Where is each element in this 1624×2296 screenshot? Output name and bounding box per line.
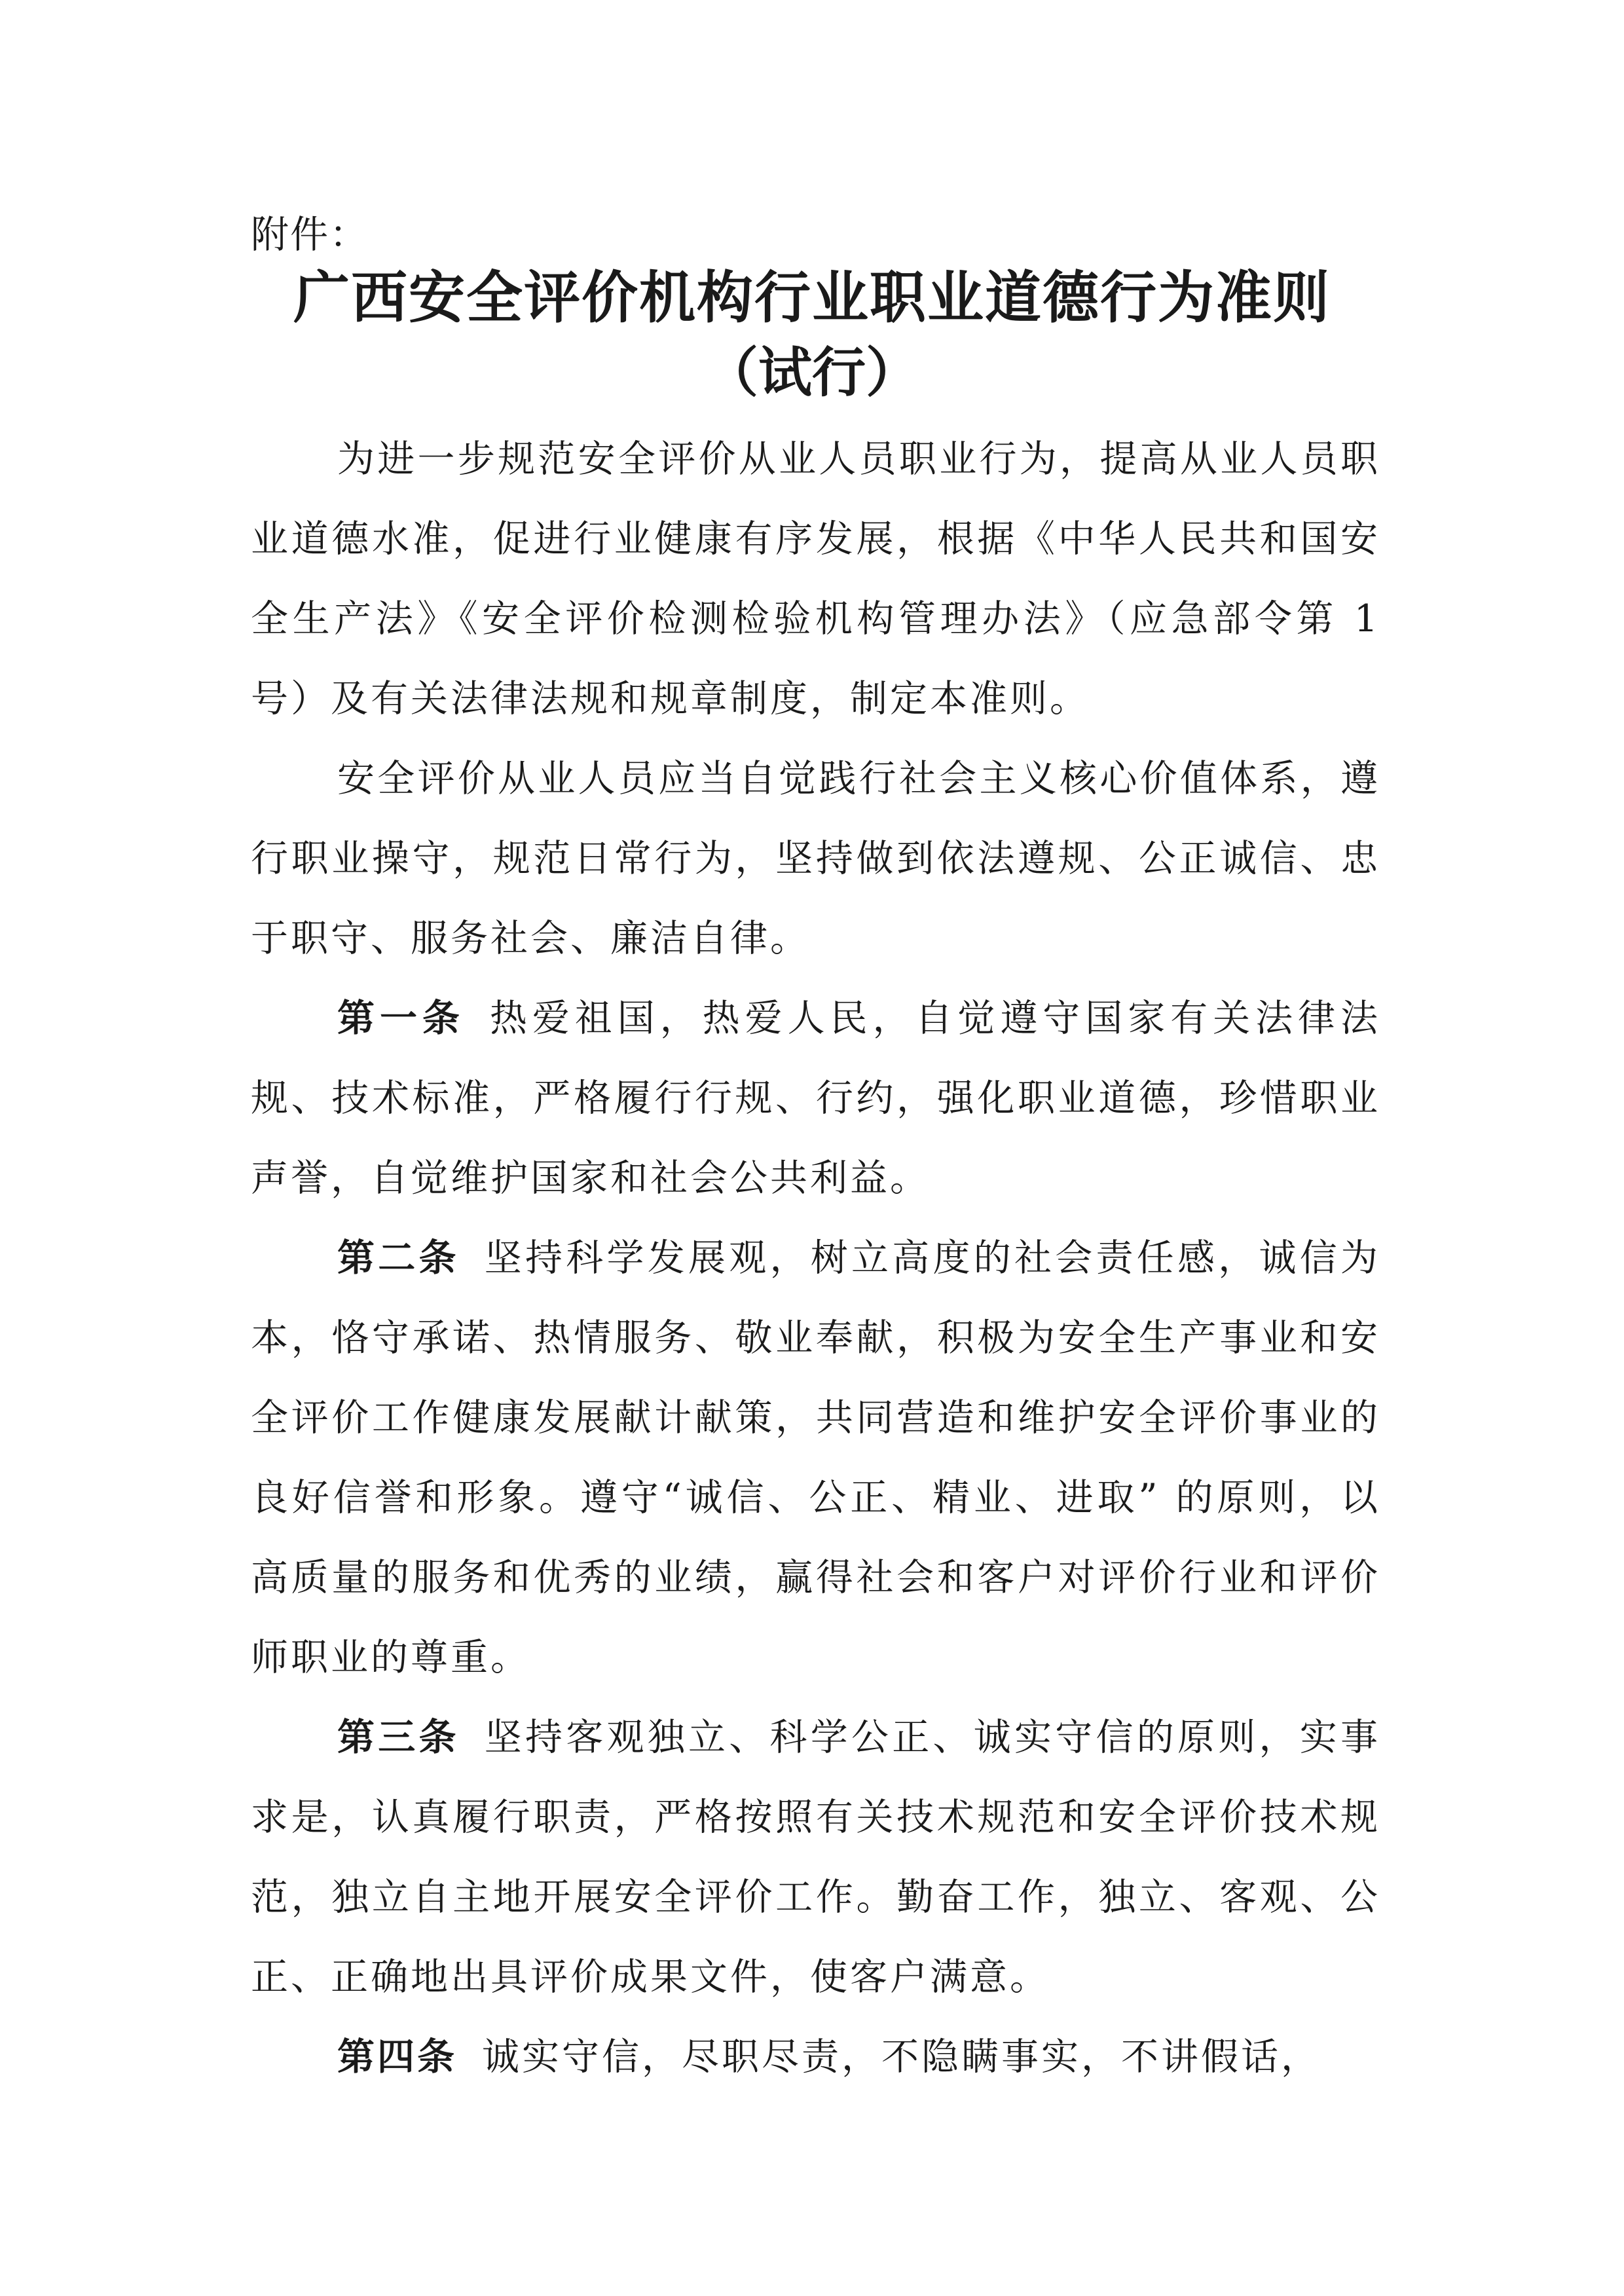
document-title: 广西安全评价机构行业职业道德行为准则 <box>293 265 1331 331</box>
principles-paragraph: 安全评价从业人员应当自觉践行社会主义核心价值体系，遵行职业操守，规范日常行为，坚持做到依法遵规、公正诚信、忠于职守、服务社会、廉洁自律。 <box>251 757 1380 960</box>
article-3-text: 坚持客观独立、科学公正、诚实守信的原则，实事求是，认真履行职责，严格按照有关技术规范和安全评价技术规范，独立自主地开展安全评价工作。勤奋工作，独立、客观、公正、正确地出具评价成果文件，使客户满意。 <box>251 1716 1380 1999</box>
article-4 <box>251 2017 1380 2097</box>
article-1 <box>251 978 1380 1218</box>
attachment-label: 附件： <box>251 212 369 257</box>
article-1-title: 第一条 <box>337 997 465 1040</box>
article-4-title: 第四条 <box>337 2035 457 2079</box>
article-2-text: 坚持科学发展观，树立高度的社会责任感，诚信为本，恪守承诺、热情服务、敬业奉献，积极为安全生产事业和安全评价工作健康发展献计献策，共同营造和维护安全评价事业的良好信誉和形象。遵守“诚信、公正、精业、进取” 的原则，以高质量的服务和优秀的业绩，赢得社会和客户对评价行业和评价师职业的尊重。 <box>251 1236 1380 1679</box>
document-body <box>251 419 1380 2097</box>
preamble-paragraph: 为进一步规范安全评价从业人员职业行为，提高从业人员职业道德水准，促进行业健康有序发展，根据《中华人民共和国安全生产法》《安全评价检测检验机构管理办法》（应急部令第 1 号）及有关法律法规和规章制度，制定本准则。 <box>251 437 1380 720</box>
document-subtitle: （试行） <box>704 342 919 404</box>
article-1-text: 热爱祖国，热爱人民，自觉遵守国家有关法律法规、技术标准，严格履行行规、行约，强化职业道德，珍惜职业声誉，自觉维护国家和社会公共利益。 <box>251 997 1381 1200</box>
article-2 <box>251 1218 1380 1697</box>
article-2-title: 第二条 <box>337 1236 460 1280</box>
article-3 <box>251 1697 1380 2017</box>
article-3-title: 第三条 <box>337 1716 460 1759</box>
article-4-text: 诚实守信，尽职尽责，不隐瞒事实，不讲假话， <box>482 2035 1321 2079</box>
